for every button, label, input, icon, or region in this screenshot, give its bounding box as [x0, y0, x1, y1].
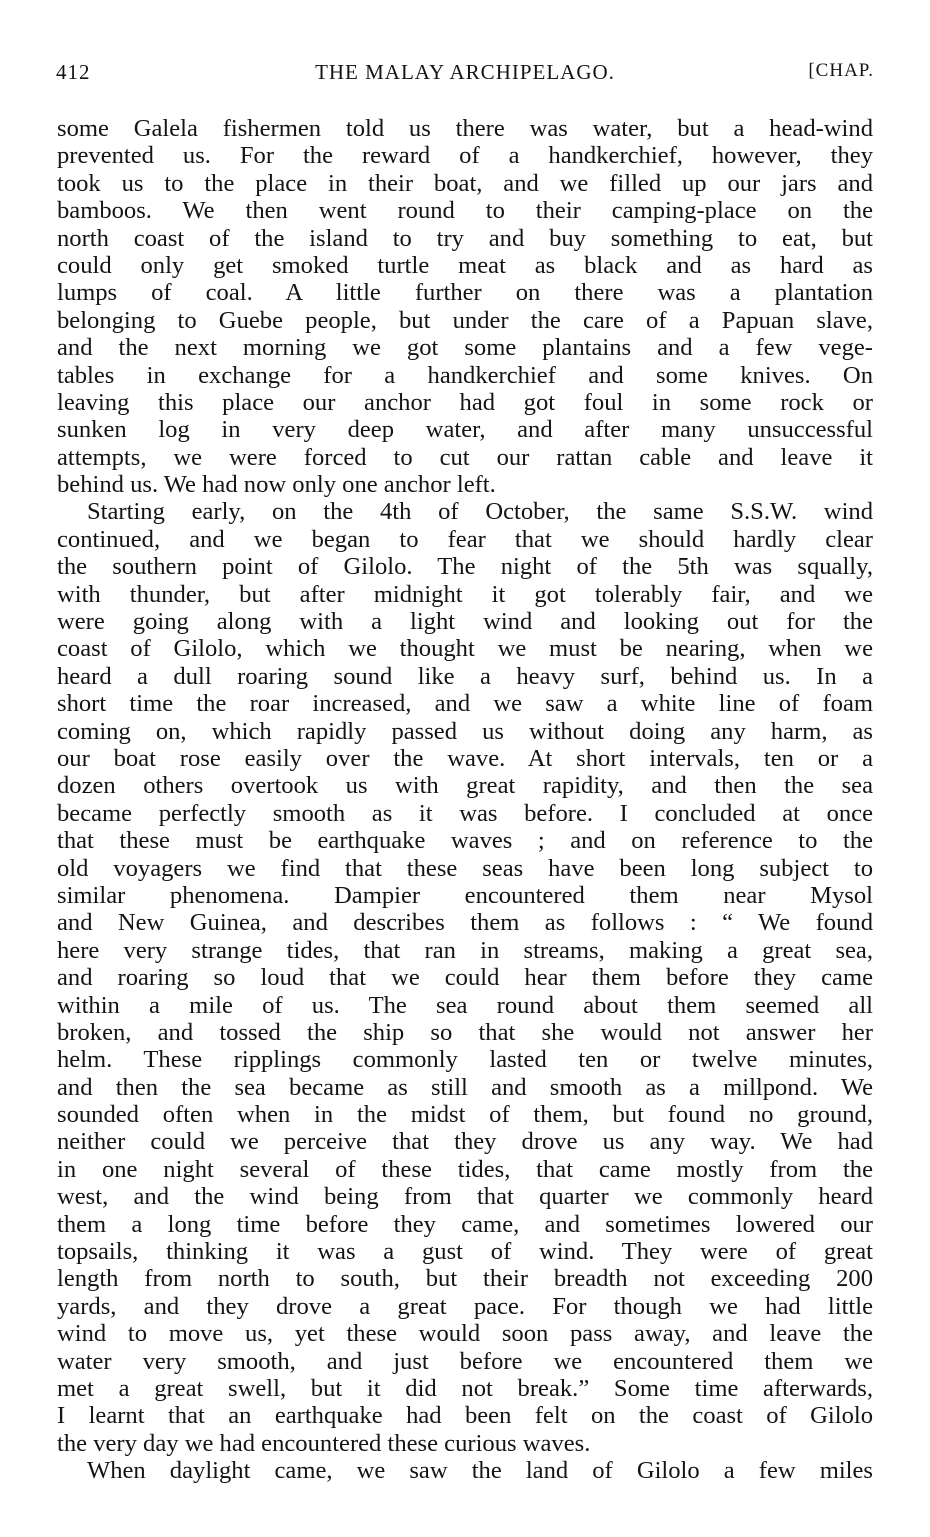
- text-line: took us to the place in their boat, and we filled up our jars and: [57, 169, 873, 197]
- text-line: topsails, thinking it was a gust of wind. They were of great: [57, 1238, 873, 1266]
- text-line: could only get smoked turtle meat as black and as hard as: [57, 251, 873, 279]
- text-line: and New Guinea, and describes them as follows : “ We found: [57, 909, 873, 937]
- text-line: Starting early, on the 4th of October, the same S.S.W. wind: [87, 498, 873, 526]
- text-line: were going along with a light wind and looking out for the: [57, 608, 873, 636]
- text-line: length from north to south, but their breadth not exceeding 200: [57, 1265, 873, 1293]
- text-line: that these must be earthquake waves ; and on reference to the: [57, 827, 873, 855]
- page-number: 412: [56, 60, 91, 84]
- text-line: the very day we had encountered these curious waves.: [57, 1429, 591, 1457]
- text-line: wind to move us, yet these would soon pass away, and leave the: [57, 1320, 873, 1348]
- text-line: belonging to Guebe people, but under the care of a Papuan slave,: [57, 306, 873, 334]
- text-line: continued, and we began to fear that we should hardly clear: [57, 525, 873, 553]
- text-line: sunken log in very deep water, and after many unsuccessful: [57, 416, 873, 444]
- book-title: THE MALAY ARCHIPELAGO.: [315, 60, 615, 84]
- text-line: similar phenomena. Dampier encountered them near Mysol: [57, 881, 873, 909]
- text-line: in one night several of these tides, that came mostly from the: [57, 1155, 873, 1183]
- text-line: coast of Gilolo, which we thought we must be nearing, when we: [57, 635, 873, 663]
- text-line: I learnt that an earthquake had been felt on the coast of Gilolo: [57, 1402, 873, 1430]
- paragraph: [57, 1457, 873, 1484]
- text-line: them a long time before they came, and sometimes lowered our: [57, 1210, 873, 1238]
- text-line: tables in exchange for a handkerchief and some knives. On: [57, 361, 873, 389]
- text-line: met a great swell, but it did not break.” Some time afterwards,: [57, 1374, 873, 1402]
- text-line: leaving this place our anchor had got foul in some rock or: [57, 388, 873, 416]
- text-line: attempts, we were forced to cut our rattan cable and leave it: [57, 443, 873, 471]
- text-line: short time the roar increased, and we saw a white line of foam: [57, 690, 873, 718]
- text-line: and roaring so loud that we could hear them before they came: [57, 964, 873, 992]
- text-line: prevented us. For the reward of a handkerchief, however, they: [57, 142, 873, 170]
- text-line: broken, and tossed the ship so that she would not answer her: [57, 1018, 873, 1046]
- text-line: coming on, which rapidly passed us without doing any harm, as: [57, 717, 873, 745]
- text-line: and then the sea became as still and smooth as a millpond. We: [57, 1073, 873, 1101]
- text-line: helm. These ripplings commonly lasted ten or twelve minutes,: [57, 1046, 873, 1074]
- text-line: neither could we perceive that they drove us any way. We had: [57, 1128, 873, 1156]
- text-line: sounded often when in the midst of them, but found no ground,: [57, 1101, 873, 1129]
- body-text: [57, 115, 873, 1485]
- text-line: behind us. We had now only one anchor left.: [57, 471, 496, 499]
- text-line: and the next morning we got some plantains and a few vege-: [57, 334, 873, 362]
- text-line: yards, and they drove a great pace. For though we had little: [57, 1292, 873, 1320]
- text-line: the southern point of Gilolo. The night of the 5th was squally,: [57, 553, 873, 581]
- text-line: west, and the wind being from that quarter we commonly heard: [57, 1183, 873, 1211]
- text-line: some Galela fishermen told us there was water, but a head-wind: [57, 115, 873, 142]
- text-line: our boat rose easily over the wave. At short intervals, ten or a: [57, 744, 873, 772]
- text-line: within a mile of us. The sea round about them seemed all: [57, 991, 873, 1019]
- text-line: north coast of the island to try and buy something to eat, but: [57, 224, 873, 252]
- text-line: When daylight came, we saw the land of Gilolo a few miles: [87, 1457, 873, 1485]
- paragraph: [57, 498, 873, 1457]
- text-line: here very strange tides, that ran in streams, making a great sea,: [57, 936, 873, 964]
- text-line: old voyagers we find that these seas have been long subject to: [57, 854, 873, 882]
- text-line: bamboos. We then went round to their camping-place on the: [57, 197, 873, 225]
- text-line: with thunder, but after midnight it got tolerably fair, and we: [57, 580, 873, 608]
- text-line: became perfectly smooth as it was before. I concluded at once: [57, 799, 873, 827]
- running-header: [56, 60, 874, 90]
- paragraph: [57, 115, 873, 498]
- text-line: lumps of coal. A little further on there was a plantation: [57, 279, 873, 307]
- text-line: dozen others overtook us with great rapidity, and then the sea: [57, 772, 873, 800]
- text-line: heard a dull roaring sound like a heavy surf, behind us. In a: [57, 662, 873, 690]
- chapter-marker: [CHAP.: [808, 60, 874, 81]
- text-line: water very smooth, and just before we encountered them we: [57, 1347, 873, 1375]
